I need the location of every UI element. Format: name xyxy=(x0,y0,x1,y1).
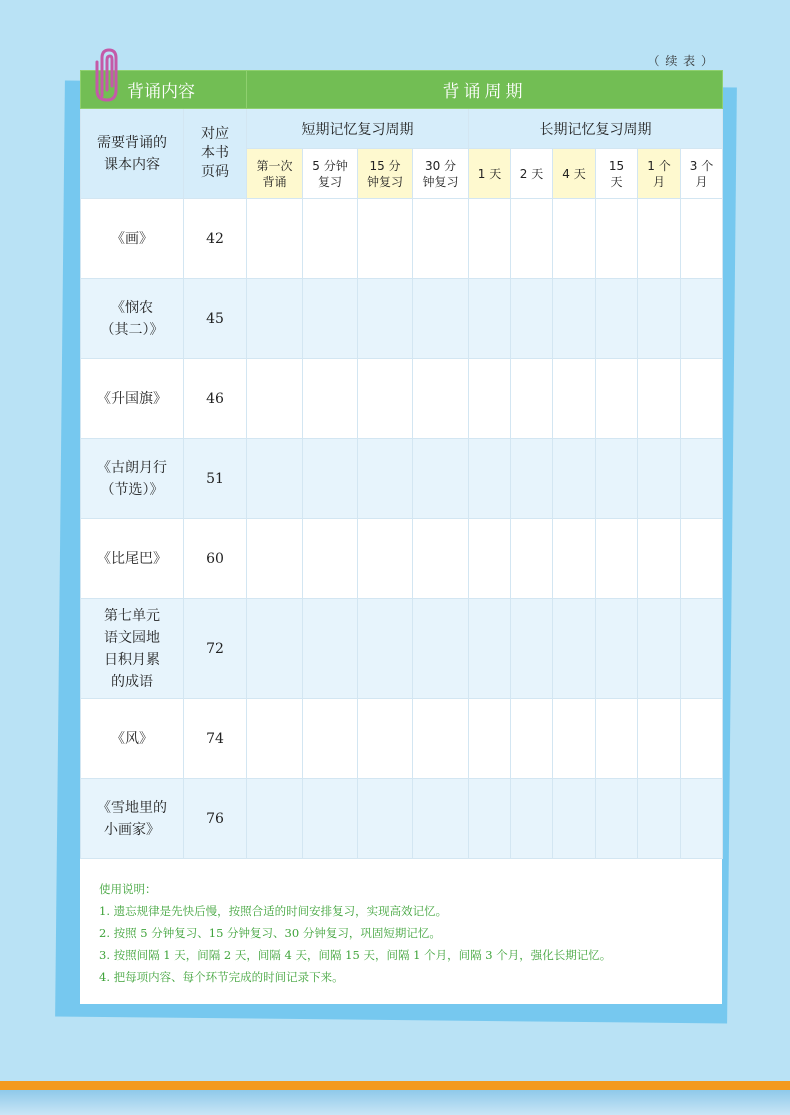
interval-30min xyxy=(413,149,469,199)
interval-4day xyxy=(553,149,596,199)
review-time-cell[interactable] xyxy=(303,359,358,439)
review-time-cell[interactable] xyxy=(638,279,681,359)
recite-item-line: 日积月累 xyxy=(104,651,160,668)
table-row xyxy=(81,199,723,279)
review-time-cell[interactable] xyxy=(681,359,723,439)
recite-item-line: 《悯农 xyxy=(111,299,153,316)
review-time-cell[interactable] xyxy=(247,279,303,359)
interval-line: 1 个 xyxy=(647,158,671,173)
page-number-cell: 51 xyxy=(184,439,247,519)
recitation-table xyxy=(80,70,723,859)
review-time-cell[interactable] xyxy=(596,199,638,279)
review-time-cell[interactable] xyxy=(303,779,358,859)
review-time-cell[interactable] xyxy=(511,519,553,599)
recite-item-line: （节选）》 xyxy=(100,481,164,498)
review-time-cell[interactable] xyxy=(638,439,681,519)
interval-1month xyxy=(638,149,681,199)
review-time-cell[interactable] xyxy=(247,779,303,859)
review-time-cell[interactable] xyxy=(596,779,638,859)
recite-item-line: 《画》 xyxy=(111,230,153,247)
review-time-cell[interactable] xyxy=(469,699,511,779)
bottom-sky-band xyxy=(0,1090,790,1115)
review-time-cell[interactable] xyxy=(553,779,596,859)
review-time-cell[interactable] xyxy=(681,439,723,519)
review-time-cell[interactable] xyxy=(358,359,413,439)
review-time-cell[interactable] xyxy=(413,439,469,519)
review-time-cell[interactable] xyxy=(303,199,358,279)
review-time-cell[interactable] xyxy=(511,359,553,439)
interval-first-recite xyxy=(247,149,303,199)
page-number-cell: 42 xyxy=(184,199,247,279)
review-time-cell[interactable] xyxy=(681,279,723,359)
interval-line: 15 xyxy=(608,158,625,173)
interval-1day xyxy=(469,149,511,199)
interval-line: 4 天 xyxy=(562,166,586,181)
recite-item-line: 《雪地里的 xyxy=(97,799,167,816)
review-time-cell[interactable] xyxy=(413,359,469,439)
interval-line: 1 天 xyxy=(477,166,502,181)
subheader-row xyxy=(81,109,723,149)
review-time-cell[interactable] xyxy=(511,599,553,699)
recite-item-line: 《比尾巴》 xyxy=(97,550,167,567)
review-time-cell[interactable] xyxy=(413,779,469,859)
page-number-cell: 76 xyxy=(184,779,247,859)
review-time-cell[interactable] xyxy=(469,519,511,599)
review-time-cell[interactable] xyxy=(638,199,681,279)
review-time-cell[interactable] xyxy=(358,779,413,859)
notes-item: 1. 遗忘规律是先快后慢，按照合适的时间安排复习，实现高效记忆。 xyxy=(99,904,448,918)
table-row xyxy=(81,779,723,859)
recite-item-line: 《风》 xyxy=(111,730,153,747)
recite-content-header: 背诵内容 xyxy=(81,71,247,109)
notes-title: 使用说明： xyxy=(99,882,157,896)
review-time-cell[interactable] xyxy=(469,779,511,859)
table-row xyxy=(81,279,723,359)
review-time-cell[interactable] xyxy=(511,439,553,519)
review-time-cell[interactable] xyxy=(553,439,596,519)
review-time-cell[interactable] xyxy=(358,599,413,699)
table-body xyxy=(81,199,723,859)
review-time-cell[interactable] xyxy=(553,279,596,359)
content-column-header xyxy=(81,109,184,199)
interval-line: 钟复习 xyxy=(366,174,403,189)
recite-item-name xyxy=(81,779,184,859)
interval-line: 2 天 xyxy=(519,166,544,181)
review-time-cell[interactable] xyxy=(553,699,596,779)
review-time-cell[interactable] xyxy=(511,779,553,859)
table-row xyxy=(81,519,723,599)
table-row xyxy=(81,699,723,779)
review-time-cell[interactable] xyxy=(596,279,638,359)
review-time-cell[interactable] xyxy=(511,699,553,779)
review-time-cell[interactable] xyxy=(303,439,358,519)
review-time-cell[interactable] xyxy=(553,199,596,279)
short-term-header: 短期记忆复习周期 xyxy=(247,109,469,149)
interval-line: 第一次 xyxy=(256,158,293,173)
recite-item-name xyxy=(81,519,184,599)
review-time-cell[interactable] xyxy=(553,599,596,699)
review-time-cell[interactable] xyxy=(303,279,358,359)
interval-line: 月 xyxy=(695,174,708,189)
review-time-cell[interactable] xyxy=(247,359,303,439)
review-time-cell[interactable] xyxy=(511,279,553,359)
interval-line: 复习 xyxy=(317,174,342,189)
page-number-cell: 74 xyxy=(184,699,247,779)
review-time-cell[interactable] xyxy=(596,519,638,599)
review-time-cell[interactable] xyxy=(681,779,723,859)
notes-item: 3. 按照间隔 1 天，间隔 2 天，间隔 4 天，间隔 15 天，间隔 1 个月，间隔 3 个月，强化长期记忆。 xyxy=(99,948,612,962)
review-time-cell[interactable] xyxy=(469,599,511,699)
review-time-cell[interactable] xyxy=(596,699,638,779)
review-time-cell[interactable] xyxy=(511,199,553,279)
review-time-cell[interactable] xyxy=(303,699,358,779)
review-time-cell[interactable] xyxy=(247,199,303,279)
interval-3month xyxy=(681,149,723,199)
interval-2day xyxy=(511,149,553,199)
review-time-cell[interactable] xyxy=(358,279,413,359)
recite-item-name xyxy=(81,279,184,359)
review-time-cell[interactable] xyxy=(303,599,358,699)
content-header-line: 课本内容 xyxy=(104,156,160,173)
review-time-cell[interactable] xyxy=(638,599,681,699)
review-time-cell[interactable] xyxy=(681,519,723,599)
review-time-cell[interactable] xyxy=(358,699,413,779)
review-time-cell[interactable] xyxy=(469,439,511,519)
table-row xyxy=(81,359,723,439)
recite-item-line: 的成语 xyxy=(111,673,153,690)
review-time-cell[interactable] xyxy=(681,199,723,279)
content-header-line: 需要背诵的 xyxy=(97,134,167,151)
review-time-cell[interactable] xyxy=(413,199,469,279)
continued-label: （ 续 表 ） xyxy=(647,54,714,68)
recite-item-name xyxy=(81,599,184,699)
review-time-cell[interactable] xyxy=(413,599,469,699)
review-time-cell[interactable] xyxy=(413,519,469,599)
review-time-cell[interactable] xyxy=(638,359,681,439)
review-time-cell[interactable] xyxy=(596,599,638,699)
interval-line: 15 分 xyxy=(369,158,401,173)
recite-item-line: 第七单元 xyxy=(104,607,160,624)
review-time-cell[interactable] xyxy=(247,699,303,779)
usage-notes xyxy=(80,862,722,1004)
review-time-cell[interactable] xyxy=(358,519,413,599)
interval-line: 30 分 xyxy=(424,158,457,173)
review-time-cell[interactable] xyxy=(553,359,596,439)
review-time-cell[interactable] xyxy=(596,359,638,439)
interval-5min xyxy=(303,149,358,199)
table-row xyxy=(81,439,723,519)
review-time-cell[interactable] xyxy=(638,519,681,599)
review-time-cell[interactable] xyxy=(469,359,511,439)
review-time-cell[interactable] xyxy=(303,519,358,599)
review-time-cell[interactable] xyxy=(638,699,681,779)
page-number-cell: 46 xyxy=(184,359,247,439)
review-time-cell[interactable] xyxy=(358,439,413,519)
review-time-cell[interactable] xyxy=(413,699,469,779)
recite-item-name xyxy=(81,359,184,439)
long-term-header: 长期记忆复习周期 xyxy=(469,109,723,149)
review-time-cell[interactable] xyxy=(247,599,303,699)
recite-item-line: 《古朗月行 xyxy=(97,459,167,476)
recite-item-name xyxy=(81,439,184,519)
interval-line: 背诵 xyxy=(262,174,287,189)
table-row xyxy=(81,599,723,699)
recite-cycle-header: 背诵周期 xyxy=(247,71,723,109)
page-number-cell: 45 xyxy=(184,279,247,359)
page-header-line: 页码 xyxy=(201,164,229,180)
review-time-cell[interactable] xyxy=(247,519,303,599)
interval-line: 天 xyxy=(610,174,623,189)
interval-line: 5 分钟 xyxy=(312,158,348,173)
review-time-cell[interactable] xyxy=(681,599,723,699)
review-time-cell[interactable] xyxy=(553,519,596,599)
review-time-cell[interactable] xyxy=(681,699,723,779)
recite-item-name xyxy=(81,199,184,279)
header-row xyxy=(81,71,723,109)
recite-item-line: 小画家》 xyxy=(104,821,160,838)
notes-item: 4. 把每项内容、每个环节完成的时间记录下来。 xyxy=(99,970,344,984)
review-time-cell[interactable] xyxy=(638,779,681,859)
page-number-cell: 60 xyxy=(184,519,247,599)
paperclip-icon xyxy=(88,46,128,104)
review-time-cell[interactable] xyxy=(358,199,413,279)
recite-item-line: 语文园地 xyxy=(104,629,160,646)
review-time-cell[interactable] xyxy=(247,439,303,519)
page-number-cell: 72 xyxy=(184,599,247,699)
recite-item-line: （其二）》 xyxy=(100,321,164,338)
recite-item-name xyxy=(81,699,184,779)
recite-item-line: 《升国旗》 xyxy=(97,390,167,407)
bottom-stripe xyxy=(0,1081,790,1090)
review-time-cell[interactable] xyxy=(469,199,511,279)
page-header-line: 对应 xyxy=(201,126,229,142)
review-time-cell[interactable] xyxy=(596,439,638,519)
review-time-cell[interactable] xyxy=(469,279,511,359)
interval-line: 3 个 xyxy=(689,158,714,173)
interval-15min xyxy=(358,149,413,199)
page-column-header xyxy=(184,109,247,199)
review-time-cell[interactable] xyxy=(413,279,469,359)
notes-item: 2. 按照 5 分钟复习、15 分钟复习、30 分钟复习，巩固短期记忆。 xyxy=(99,926,441,940)
interval-15day xyxy=(596,149,638,199)
interval-line: 钟复习 xyxy=(422,174,459,189)
page-header-line: 本书 xyxy=(201,145,229,161)
interval-line: 月 xyxy=(652,174,665,189)
